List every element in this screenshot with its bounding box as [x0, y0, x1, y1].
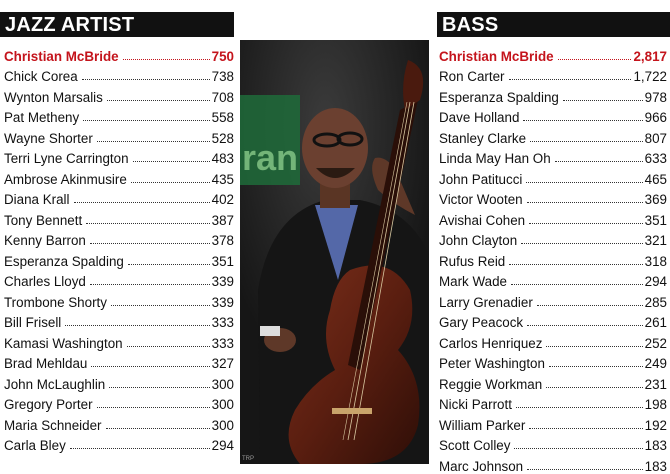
- bass-panel: [437, 12, 670, 474]
- vote-count: 528: [211, 130, 234, 146]
- dot-leader: [106, 428, 210, 429]
- ranking-row: [0, 351, 234, 372]
- ranking-row: [437, 412, 670, 433]
- vote-count: 483: [211, 151, 234, 166]
- vote-count: 978: [644, 89, 667, 105]
- dot-leader: [549, 366, 643, 367]
- vote-count: 183: [644, 438, 667, 453]
- artist-name: John Clayton: [439, 233, 518, 248]
- vote-count: 378: [211, 233, 234, 248]
- vote-count: 387: [211, 212, 234, 228]
- artist-name: Mark Wade: [439, 274, 507, 289]
- vote-count: 300: [211, 417, 234, 433]
- vote-count: 192: [644, 417, 667, 433]
- ranking-row: [0, 392, 234, 413]
- vote-count: 435: [211, 171, 234, 187]
- ranking-row: [437, 207, 670, 228]
- dot-leader: [527, 202, 643, 203]
- vote-count: 318: [644, 253, 667, 269]
- vote-count: 633: [644, 151, 667, 166]
- artist-name: John Patitucci: [439, 171, 523, 187]
- dot-leader: [511, 284, 643, 285]
- ranking-row: [437, 105, 670, 126]
- dot-leader: [65, 325, 209, 326]
- artist-name: Brad Mehldau: [4, 356, 88, 371]
- ranking-row: [437, 166, 670, 187]
- artist-name: Marc Johnson: [439, 458, 524, 474]
- artist-name: Peter Washington: [439, 356, 545, 371]
- vote-count: 333: [211, 315, 234, 330]
- dot-leader: [509, 79, 632, 80]
- artist-name: William Parker: [439, 417, 526, 433]
- dot-leader: [523, 120, 642, 121]
- vote-count: 351: [211, 253, 234, 269]
- ranking-row: [437, 453, 670, 474]
- ranking-row: [437, 43, 670, 64]
- dot-leader: [91, 366, 209, 367]
- dot-leader: [123, 59, 210, 60]
- ranking-row: [0, 64, 234, 85]
- dot-leader: [90, 243, 210, 244]
- vote-count: 285: [644, 294, 667, 310]
- ranking-row: [437, 146, 670, 167]
- artist-name: Kamasi Washington: [4, 335, 123, 351]
- dot-leader: [107, 100, 210, 101]
- artist-name: Ambrose Akinmusire: [4, 171, 127, 187]
- dot-leader: [97, 141, 210, 142]
- dot-leader: [111, 305, 210, 306]
- artist-name: Linda May Han Oh: [439, 151, 551, 166]
- artist-name: Gary Peacock: [439, 315, 524, 330]
- artist-name: Ron Carter: [439, 69, 505, 84]
- dot-leader: [527, 469, 643, 470]
- ranking-row: [0, 105, 234, 126]
- jazz-artist-list: [0, 43, 234, 453]
- dot-leader: [514, 448, 642, 449]
- bassist-photo: [240, 40, 429, 464]
- vote-count: 300: [211, 376, 234, 392]
- bass-header: BASS: [437, 12, 670, 37]
- dot-leader: [563, 100, 643, 101]
- dot-leader: [127, 346, 210, 347]
- dot-leader: [537, 305, 643, 306]
- vote-count: 708: [211, 89, 234, 105]
- dot-leader: [516, 407, 643, 408]
- artist-name: Nicki Parrott: [439, 397, 512, 412]
- ranking-row: [437, 64, 670, 85]
- vote-count: 252: [644, 335, 667, 351]
- dot-leader: [86, 223, 209, 224]
- ranking-row: [0, 248, 234, 269]
- ranking-row: [437, 289, 670, 310]
- dot-leader: [530, 141, 643, 142]
- artist-name: Carla Bley: [4, 438, 66, 453]
- dot-leader: [90, 284, 210, 285]
- bass-list: [437, 43, 670, 474]
- ranking-row: [437, 433, 670, 454]
- ranking-row: [0, 187, 234, 208]
- artist-name: Rufus Reid: [439, 253, 506, 269]
- artist-name: Diana Krall: [4, 192, 70, 207]
- background-sign-text: ran: [242, 137, 299, 178]
- vote-count: 402: [211, 192, 234, 207]
- artist-name: Stanley Clarke: [439, 130, 527, 146]
- artist-name: Dave Holland: [439, 110, 520, 125]
- ranking-row: [0, 166, 234, 187]
- ranking-row: [0, 310, 234, 331]
- ranking-row: [437, 351, 670, 372]
- artist-name: Victor Wooten: [439, 192, 523, 207]
- vote-count: 807: [644, 130, 667, 146]
- vote-count: 369: [644, 192, 667, 207]
- vote-count: 294: [644, 274, 667, 289]
- ranking-row: [437, 371, 670, 392]
- vote-count: 1,722: [633, 69, 667, 84]
- vote-count: 966: [644, 110, 667, 125]
- ranking-row: [437, 248, 670, 269]
- vote-count: 198: [644, 397, 667, 412]
- artist-name: Chick Corea: [4, 69, 78, 84]
- artist-name: Gregory Porter: [4, 397, 93, 412]
- ranking-row: [437, 187, 670, 208]
- vote-count: 2,817: [633, 48, 667, 64]
- dot-leader: [529, 428, 642, 429]
- ranking-row: [0, 125, 234, 146]
- vote-count: 249: [644, 356, 667, 371]
- vote-count: 183: [644, 458, 667, 474]
- artist-name: Christian McBride: [4, 48, 119, 64]
- vote-count: 339: [211, 294, 234, 310]
- vote-count: 351: [644, 212, 667, 228]
- dot-leader: [509, 264, 642, 265]
- artist-name: Reggie Workman: [439, 376, 543, 392]
- artist-name: Pat Metheny: [4, 110, 80, 125]
- artist-name: Christian McBride: [439, 48, 554, 64]
- artist-name: Esperanza Spalding: [4, 253, 124, 269]
- dot-leader: [83, 120, 209, 121]
- dot-leader: [555, 161, 643, 162]
- ranking-row: [0, 289, 234, 310]
- ranking-row: [0, 43, 234, 64]
- dot-leader: [109, 387, 209, 388]
- dot-leader: [526, 182, 642, 183]
- vote-count: 750: [211, 48, 234, 64]
- vote-count: 261: [644, 315, 667, 330]
- artist-name: Charles Lloyd: [4, 274, 86, 289]
- jazz-artist-header: JAZZ ARTIST: [0, 12, 234, 37]
- vote-count: 321: [644, 233, 667, 248]
- bassist-photo-illustration: [240, 40, 429, 464]
- vote-count: 231: [644, 376, 667, 392]
- dot-leader: [82, 79, 210, 80]
- ranking-row: [437, 392, 670, 413]
- artist-name: John McLaughlin: [4, 376, 106, 392]
- photo-credit-text: TRP: [242, 456, 254, 462]
- ranking-row: [0, 371, 234, 392]
- ranking-row: [0, 146, 234, 167]
- dot-leader: [546, 387, 642, 388]
- artist-name: Wynton Marsalis: [4, 89, 103, 105]
- artist-name: Trombone Shorty: [4, 294, 107, 310]
- vote-count: 333: [211, 335, 234, 351]
- artist-name: Wayne Shorter: [4, 130, 93, 146]
- ranking-row: [437, 84, 670, 105]
- ranking-row: [0, 84, 234, 105]
- vote-count: 738: [211, 69, 234, 84]
- jazz-artist-panel: [0, 12, 234, 453]
- ranking-row: [0, 330, 234, 351]
- dot-leader: [70, 448, 210, 449]
- ranking-row: [0, 269, 234, 290]
- artist-name: Esperanza Spalding: [439, 89, 559, 105]
- ranking-row: [0, 412, 234, 433]
- artist-name: Terri Lyne Carrington: [4, 151, 129, 166]
- vote-count: 465: [644, 171, 667, 187]
- ranking-row: [437, 310, 670, 331]
- artist-name: Bill Frisell: [4, 315, 62, 330]
- artist-name: Scott Colley: [439, 438, 511, 453]
- ranking-row: [0, 433, 234, 454]
- ranking-row: [437, 269, 670, 290]
- dot-leader: [131, 182, 210, 183]
- ranking-row: [437, 330, 670, 351]
- dot-leader: [529, 223, 643, 224]
- dot-leader: [546, 346, 642, 347]
- dot-leader: [527, 325, 643, 326]
- vote-count: 339: [211, 274, 234, 289]
- artist-name: Tony Bennett: [4, 212, 83, 228]
- dot-leader: [521, 243, 642, 244]
- vote-count: 300: [211, 397, 234, 412]
- vote-count: 327: [211, 356, 234, 371]
- artist-name: Kenny Barron: [4, 233, 86, 248]
- artist-name: Avishai Cohen: [439, 212, 526, 228]
- dot-leader: [74, 202, 210, 203]
- ranking-row: [437, 228, 670, 249]
- dot-leader: [558, 59, 632, 60]
- artist-name: Larry Grenadier: [439, 294, 533, 310]
- dot-leader: [133, 161, 210, 162]
- vote-count: 558: [211, 110, 234, 125]
- ranking-row: [437, 125, 670, 146]
- dot-leader: [128, 264, 210, 265]
- artist-name: Maria Schneider: [4, 417, 102, 433]
- artist-name: Carlos Henriquez: [439, 335, 543, 351]
- dot-leader: [97, 407, 210, 408]
- ranking-row: [0, 228, 234, 249]
- ranking-row: [0, 207, 234, 228]
- vote-count: 294: [211, 438, 234, 453]
